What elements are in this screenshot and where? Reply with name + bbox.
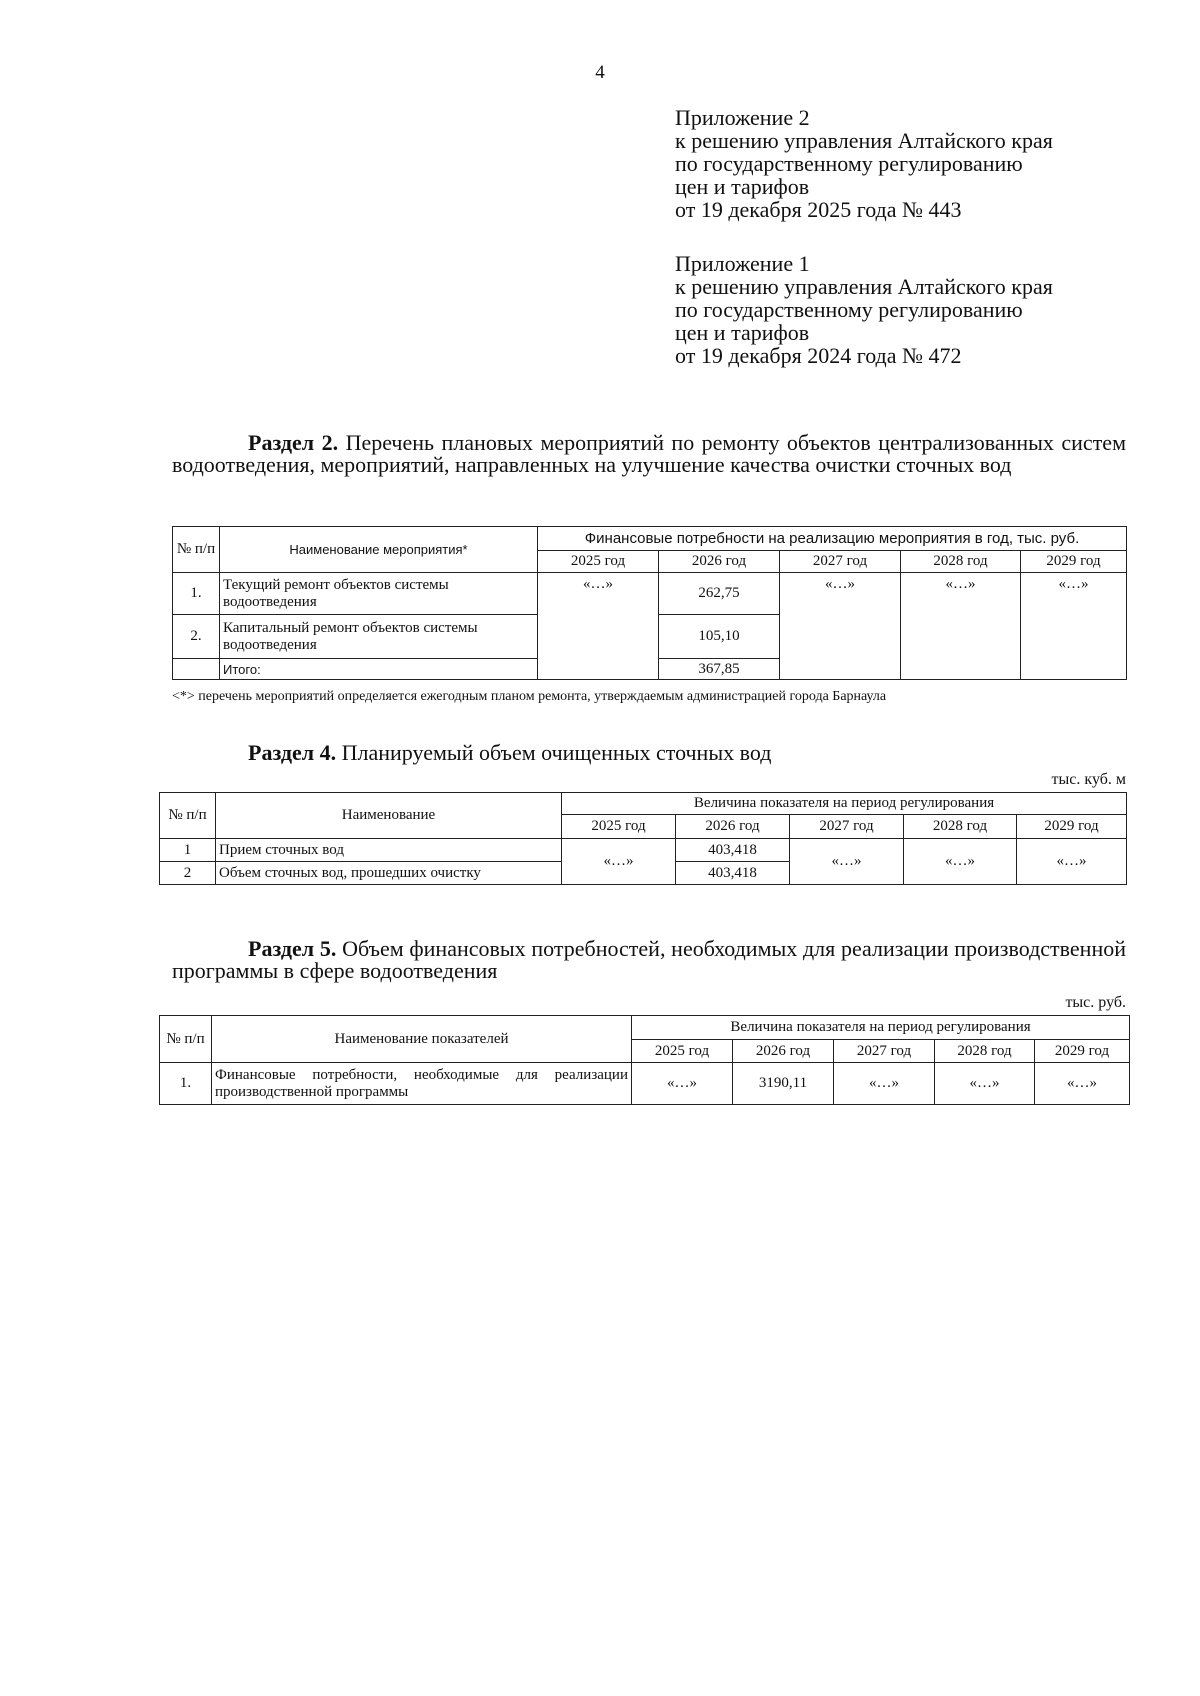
placeholder-2025: «…» (538, 573, 659, 680)
year-header: 2029 год (1021, 551, 1127, 573)
row-name: Текущий ремонт объектов системы водоотведения (220, 573, 538, 615)
year-header: 2028 год (901, 551, 1021, 573)
row-name: Объем сточных вод, прошедших очистку (216, 862, 562, 885)
row-name: Прием сточных вод (216, 839, 562, 862)
value-2025: «…» (632, 1063, 733, 1105)
section-5-heading (172, 938, 1126, 982)
row-name: Капитальный ремонт объектов системы водоотведения (220, 615, 538, 659)
appendix-line: Приложение 1 (675, 251, 810, 276)
section-2-label: Раздел 2. (248, 430, 339, 455)
year-header: 2028 год (935, 1040, 1035, 1063)
year-header: 2025 год (562, 815, 676, 839)
year-header: 2027 год (834, 1040, 935, 1063)
value-2026: 262,75 (659, 573, 780, 615)
value-2026: 105,10 (659, 615, 780, 659)
col-header-group: Величина показателя на период регулирования (562, 793, 1127, 815)
appendix-line: цен и тарифов (675, 174, 810, 199)
section-5-title: Объем финансовых потребностей, необходимых для реализации производственной программы в сфере водоотведения (172, 936, 1127, 983)
section-2-table (172, 526, 1127, 680)
row-number: 2. (173, 615, 220, 659)
section-2-heading (172, 432, 1126, 476)
section-2-footnote: <*> перечень мероприятий определяется ежегодным планом ремонта, утверждаемым администрацией города Барнаула (172, 689, 887, 704)
section-5-label: Раздел 5. (248, 936, 337, 961)
placeholder-2028: «…» (904, 839, 1017, 885)
value-2026: 403,418 (676, 839, 790, 862)
year-header: 2027 год (780, 551, 901, 573)
appendix-line: цен и тарифов (675, 320, 810, 345)
col-header-name: Наименование показателей (212, 1016, 632, 1063)
placeholder-2029: «…» (1021, 573, 1127, 680)
value-2029: «…» (1035, 1063, 1130, 1105)
section-4-title: Планируемый объем очищенных сточных вод (341, 740, 772, 765)
placeholder-2028: «…» (901, 573, 1021, 680)
col-header-number: № п/п (173, 527, 220, 573)
total-2026: 367,85 (659, 659, 780, 680)
value-2028: «…» (935, 1063, 1035, 1105)
year-header: 2029 год (1035, 1040, 1130, 1063)
table-row (173, 573, 1127, 615)
section-2-title: Перечень плановых мероприятий по ремонту объектов централизованных систем водоотведения, мероприятий, направленных на улучшение качества очистки сточных вод (172, 430, 1126, 477)
col-header-group: Величина показателя на период регулирования (632, 1016, 1130, 1040)
col-header-number: № п/п (160, 793, 216, 839)
appendix-line: от 19 декабря 2024 года № 472 (675, 343, 962, 368)
value-2026: 403,418 (676, 862, 790, 885)
table-row (160, 839, 1127, 862)
appendix-line: по государственному регулированию (675, 151, 1023, 176)
total-label: Итого: (220, 659, 538, 680)
section-5-units: тыс. руб. (1065, 994, 1126, 1011)
value-2026: 3190,11 (733, 1063, 834, 1105)
year-header: 2025 год (632, 1040, 733, 1063)
year-header: 2025 год (538, 551, 659, 573)
appendix-line: по государственному регулированию (675, 297, 1023, 322)
placeholder-2027: «…» (790, 839, 904, 885)
col-header-name: Наименование (216, 793, 562, 839)
year-header: 2026 год (733, 1040, 834, 1063)
section-4-label: Раздел 4. (248, 740, 337, 765)
col-header-group: Финансовые потребности на реализацию мероприятия в год, тыс. руб. (538, 527, 1127, 551)
year-header: 2026 год (676, 815, 790, 839)
row-name: Финансовые потребности, необходимые для реализации производственной программы (212, 1063, 632, 1105)
value-2027: «…» (834, 1063, 935, 1105)
appendix-2-header (675, 106, 1053, 221)
section-4-table (159, 792, 1127, 885)
col-header-name: Наименование мероприятия* (220, 527, 538, 573)
appendix-line: к решению управления Алтайского края (675, 128, 1053, 153)
section-4-units: тыс. куб. м (1051, 771, 1126, 788)
placeholder-2027: «…» (780, 573, 901, 680)
placeholder-2025: «…» (562, 839, 676, 885)
section-4-heading (248, 740, 771, 766)
year-header: 2027 год (790, 815, 904, 839)
section-5-table (159, 1015, 1130, 1105)
row-number: 1. (173, 573, 220, 615)
year-header: 2026 год (659, 551, 780, 573)
placeholder-2029: «…» (1017, 839, 1127, 885)
page-number: 4 (595, 62, 605, 83)
appendix-line: от 19 декабря 2025 года № 443 (675, 197, 962, 222)
year-header: 2029 год (1017, 815, 1127, 839)
col-header-number: № п/п (160, 1016, 212, 1063)
row-number: 2 (160, 862, 216, 885)
appendix-line: к решению управления Алтайского края (675, 274, 1053, 299)
appendix-line: Приложение 2 (675, 105, 810, 130)
row-number: 1 (160, 839, 216, 862)
year-header: 2028 год (904, 815, 1017, 839)
table-row (160, 1063, 1130, 1105)
appendix-1-header (675, 252, 1053, 367)
row-number: 1. (160, 1063, 212, 1105)
